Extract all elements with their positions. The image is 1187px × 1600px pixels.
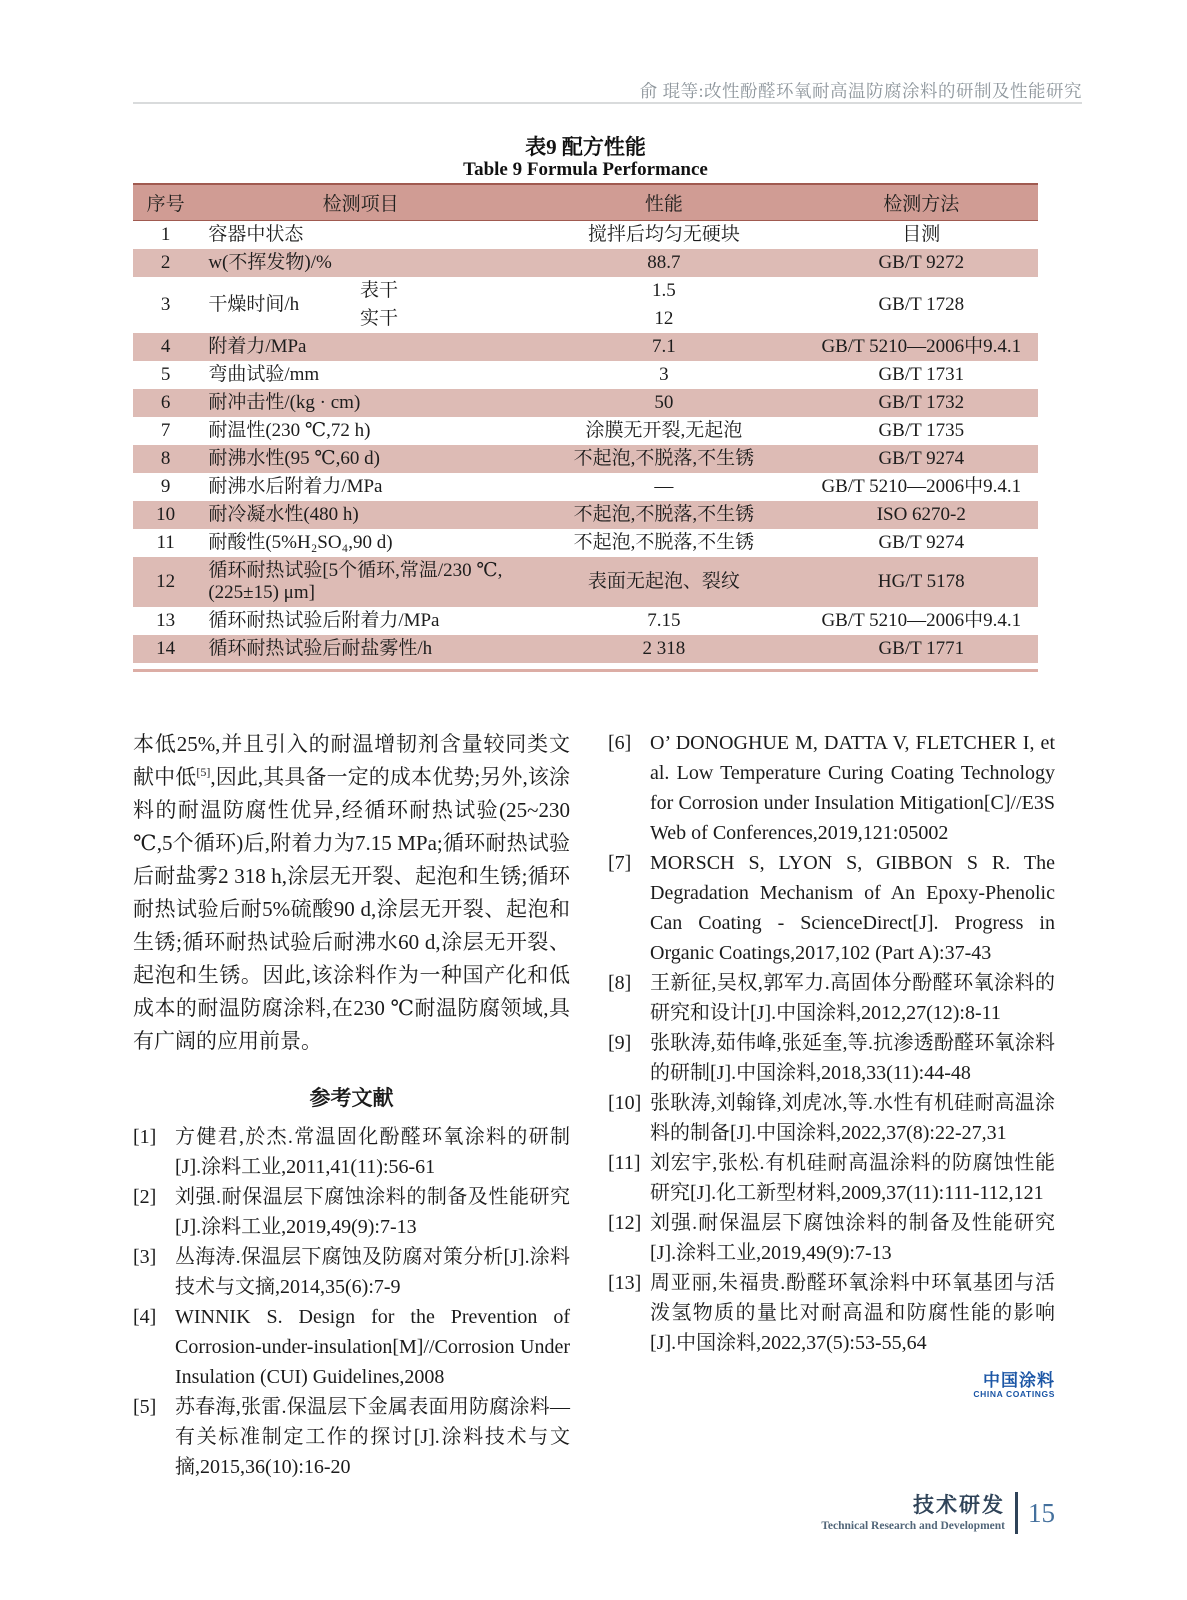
cell-item: 循环耐热试验[5个循环,常温/230 ℃,(225±15) μm] [198,557,523,607]
table-bottom-rule [133,669,1038,672]
reference-item [608,1148,1055,1208]
reference-text: 王新征,吴权,郭军力.高固体分酚醛环氧涂料的研究和设计[J].中国涂料,2012,27(12):8-11 [650,972,1055,1024]
cell-performance: 7.15 [647,610,681,631]
column-header: 检测方法 [805,184,1038,221]
cell-item: w(不挥发物)/% [198,249,523,277]
cell-performance: 3 [659,364,669,385]
cell-no: 8 [133,445,198,473]
reference-text: 方健君,於杰.常温固化酚醛环氧涂料的研制[J].涂料工业,2011,41(11):56-61 [175,1126,570,1178]
table-row [133,221,1038,250]
references-left [133,1122,570,1482]
cell-item: 耐沸水后附着力/MPa [208,476,383,497]
table-row [133,389,1038,417]
reference-item [133,1392,570,1482]
table-title-cn: 表9 配方性能 [525,135,646,159]
cell-no: 4 [133,333,198,361]
cell-performance: 7.1 [523,333,805,361]
running-head: 俞 琨等:改性酚醛环氧耐高温防腐涂料的研制及性能研究 [639,81,1082,101]
cell-method: GB/T 1732 [805,389,1038,417]
cell-method: GB/T 1735 [878,420,965,441]
column-header: 序号 [133,184,198,221]
reference-marker: [5] [133,1396,157,1418]
reference-text: 刘宏宇,张松.有机硅耐高温涂料的防腐蚀性能研究[J].化工新型材料,2009,37(11):111-112,121 [650,1152,1055,1204]
table-body [133,221,1038,664]
cell-item: 耐温性(230 ℃,72 h) [208,420,371,441]
reference-item [608,1208,1055,1268]
reference-marker: [2] [133,1186,157,1208]
cell-no: 1 [160,224,171,245]
cell-method: GB/T 5210—2006中9.4.1 [821,476,1022,497]
reference-text: 张耿涛,茹伟峰,张延奎,等.抗渗透酚醛环氧涂料的研制[J].中国涂料,2018,33(11):44-48 [650,1032,1055,1084]
cell-performance: 1.5 [651,280,676,301]
cell-item: 循环耐热试验后耐盐雾性/h [198,635,523,663]
cell-item: 耐冷凝水性(480 h) [198,501,523,529]
table-row [133,277,1038,305]
reference-text: 丛海涛.保温层下腐蚀及防腐对策分析[J].涂料技术与文摘,2014,35(6):7-9 [175,1246,570,1298]
footer-labels [821,1492,1015,1534]
reference-item [608,968,1055,1028]
cell-performance: 不起泡,不脱落,不生锈 [523,501,805,529]
references-heading: 参考文献 [309,1086,394,1110]
column-header: 检测项目 [198,184,523,221]
cell-method: GB/T 5210—2006中9.4.1 [805,333,1038,361]
logo-en-text: CHINA COATINGS [973,1388,1055,1399]
reference-text: 刘强.耐保温层下腐蚀涂料的制备及性能研究[J].涂料工业,2019,49(9):7-13 [175,1186,570,1238]
formula-performance-table [133,183,1038,663]
cell-no: 10 [133,501,198,529]
cell-item: 弯曲试验/mm [208,364,320,385]
reference-text: 苏春海,张雷.保温层下金属表面用防腐涂料—有关标准制定工作的探讨[J].涂料技术与文摘,2015,36(10):16-20 [175,1396,570,1478]
reference-marker: [1] [133,1126,157,1148]
cell-method: ISO 6270-2 [805,501,1038,529]
reference-marker: [10] [608,1092,642,1114]
cell-performance: 12 [654,308,674,329]
cell-item: 附着力/MPa [198,333,523,361]
reference-text: O’ DONOGHUE M, DATTA V, FLETCHER I, et al. Low Temperature Curing Coating Technology for Corrosion under Insulation Mitigation[C]//E3S Web of Conferences,2019,121:05002 [650,732,1055,844]
right-column [608,728,1055,1399]
reference-marker: [13] [608,1272,642,1294]
cell-performance: 不起泡,不脱落,不生锈 [523,445,805,473]
table-row [133,529,1038,557]
cell-performance: 表面无起泡、裂纹 [523,557,805,607]
citation-superscript: [5] [196,765,211,779]
reference-text: 周亚丽,朱福贵.酚醛环氧涂料中环氧基团与活泼氢物质的量比对耐高温和防腐性能的影响[J].中国涂料,2022,37(5):53-55,64 [650,1272,1055,1354]
china-coatings-logo [608,1372,1055,1399]
reference-text: 张耿涛,刘翰锋,刘虎冰,等.水性有机硅耐高温涂料的制备[J].中国涂料,2022,37(8):22-27,31 [650,1092,1055,1144]
table-row [133,635,1038,663]
footer-section-cn: 技术研发 [913,1494,1005,1517]
cell-method: HG/T 5178 [805,557,1038,607]
reference-marker: [3] [133,1246,157,1268]
references-right [608,728,1055,1358]
cell-performance: 2 318 [523,635,805,663]
cell-item: 耐酸性(5%H₂SO₄,90 d) [208,532,393,553]
reference-marker: [4] [133,1306,157,1328]
table-row [133,249,1038,277]
body-paragraph [133,728,570,1058]
table-title-en: Table 9 Formula Performance [463,159,708,180]
cell-no: 9 [160,476,171,497]
cell-performance: 50 [523,389,805,417]
reference-item [608,1088,1055,1148]
reference-marker: [11] [608,1152,641,1174]
reference-text: MORSCH S, LYON S, GIBBON S R. The Degradation Mechanism of An Epoxy-Phenolic Can Coating - ScienceDirect[J]. Progress in Organic Coatings,2017,102 (Part A):37-43 [650,852,1055,964]
reference-marker: [7] [608,852,632,874]
cell-no: 5 [160,364,171,385]
reference-item [608,1268,1055,1358]
cell-performance: 搅拌后均匀无硬块 [587,224,740,245]
reference-item [608,728,1055,848]
reference-marker: [6] [608,732,632,754]
cell-performance: 涂膜无开裂,无起泡 [585,420,743,441]
cell-method: GB/T 1771 [805,635,1038,663]
body-text-after: ,因此,其具备一定的成本优势;另外,该涂料的耐温防腐性优异,经循环耐热试验(25~230 ℃,5个循环)后,附着力为7.15 MPa;循环耐热试验后耐盐雾2 318 h,涂层无开裂、起泡和生锈;循环耐热试验后耐5%硫酸90 d,涂层无开裂、起泡和生锈;循环耐热试验后耐沸水60 d,涂层无开裂、起泡和生锈。因此,该涂料作为一种国产化和低成本的耐温防腐涂料,在230 ℃耐温防腐领域,具有广阔的应用前景。 [133,765,570,1053]
table-row [133,361,1038,389]
page-number: 15 [1028,1498,1055,1528]
left-column [133,728,570,1482]
cell-method: GB/T 1728 [878,294,965,315]
cell-item: 容器中状态 [208,224,304,245]
cell-subitem: 实干 [360,308,399,329]
cell-method: GB/T 5210—2006中9.4.1 [821,610,1022,631]
table-row [133,501,1038,529]
cell-item: 干燥时间/h [208,294,300,315]
cell-method: GB/T 9272 [805,249,1038,277]
reference-text: WINNIK S. Design for the Prevention of Corrosion-under-insulation[M]//Corrosion Under Insulation (CUI) Guidelines,2008 [175,1306,570,1388]
column-header: 性能 [523,184,805,221]
table-header-row [133,184,1038,221]
reference-item [133,1302,570,1392]
table-row [133,417,1038,445]
cell-no: 7 [160,420,171,441]
cell-performance: — [654,476,674,497]
table-row [133,557,1038,607]
cell-performance: 88.7 [523,249,805,277]
reference-text: 刘强.耐保温层下腐蚀涂料的制备及性能研究[J].涂料工业,2019,49(9):7-13 [650,1212,1055,1264]
cell-no: 14 [133,635,198,663]
table-row [133,333,1038,361]
table-head [133,184,1038,221]
reference-item [608,848,1055,968]
reference-marker: [12] [608,1212,642,1234]
cell-subitem: 表干 [360,280,399,301]
reference-item [133,1122,570,1182]
cell-performance: 不起泡,不脱落,不生锈 [573,532,755,553]
cell-no: 11 [156,532,175,553]
cell-method: GB/T 1731 [878,364,965,385]
cell-no: 12 [133,557,198,607]
table-row [133,445,1038,473]
cell-no: 2 [133,249,198,277]
body-text-before: 本低25%,并且引入的耐温增韧剂含量较同类文献中低 [133,732,570,789]
reference-marker: [8] [608,972,632,994]
cell-no: 3 [160,294,171,315]
formula-table-wrap [133,183,1038,672]
cell-method: GB/T 9274 [878,532,965,553]
reference-item [608,1028,1055,1088]
running-head-rule [133,102,1082,104]
cell-item: 耐冲击性/(kg · cm) [198,389,523,417]
cell-no: 13 [156,610,176,631]
reference-item [133,1182,570,1242]
table-row [133,607,1038,635]
cell-method: 目测 [902,224,941,245]
cell-item: 循环耐热试验后附着力/MPa [208,610,440,631]
cell-item: 耐沸水性(95 ℃,60 d) [198,445,523,473]
cell-no: 6 [133,389,198,417]
logo-cn-text: 中国涂料 [983,1371,1055,1390]
table-row [133,473,1038,501]
reference-marker: [9] [608,1032,632,1054]
reference-item [133,1242,570,1302]
footer-section-en: Technical Research and Development [821,1520,1005,1532]
page-footer [821,1492,1055,1534]
cell-method: GB/T 9274 [805,445,1038,473]
